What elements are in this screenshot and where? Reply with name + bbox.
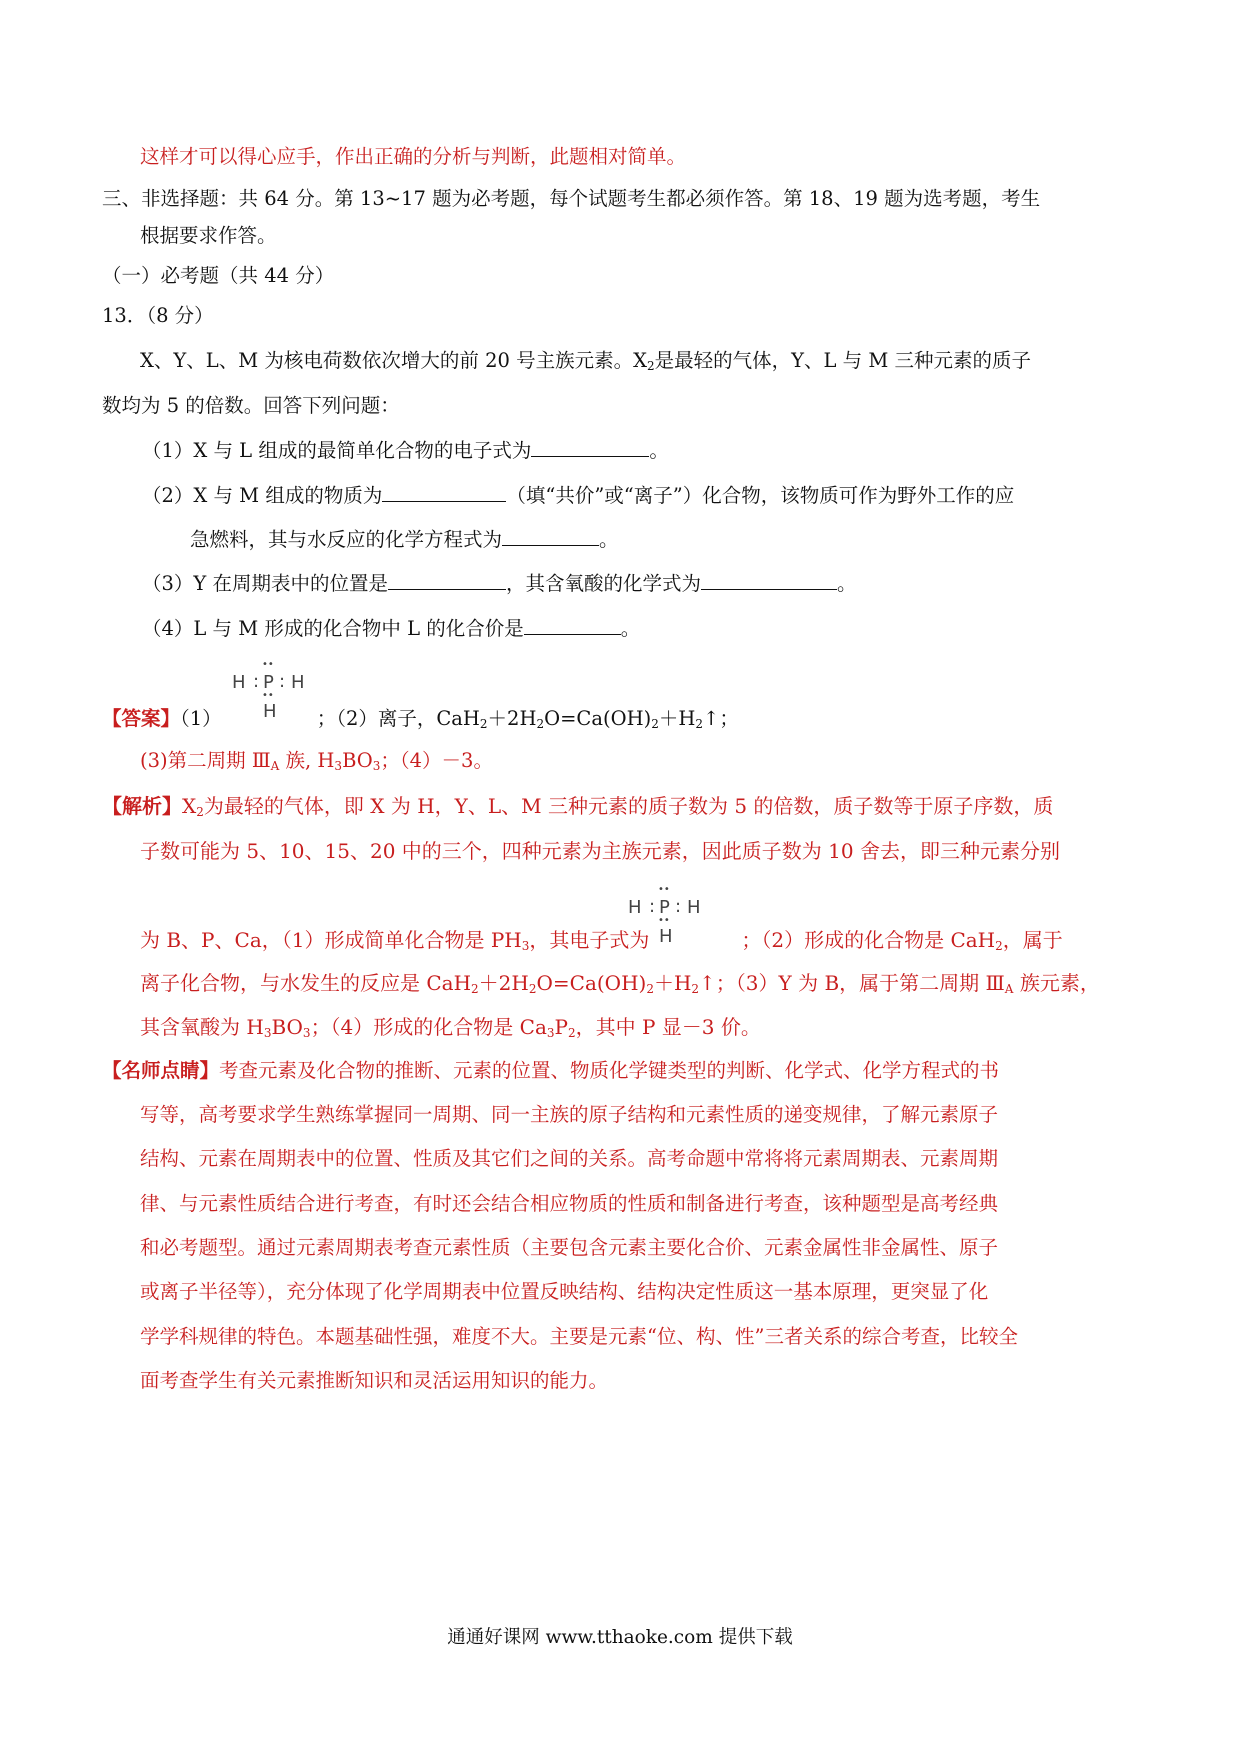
analysis-label: 【解析】 bbox=[102, 794, 182, 818]
q3-end: 。 bbox=[837, 572, 857, 595]
teacher-line-8: 面考查学生有关元素推断知识和灵活运用知识的能力。 bbox=[140, 1369, 609, 1392]
q1-end: 。 bbox=[649, 439, 669, 462]
teacher-line-1: 【名师点睛】考查元素及化合物的推断、元素的位置、物质化学键类型的判断、化学式、化学方程式的书 bbox=[102, 1059, 1000, 1082]
sub-question-1 bbox=[142, 436, 669, 465]
answer-line-1 bbox=[102, 705, 739, 733]
stem-text: 是最轻的气体，Y、L 与 M 三种元素的质子 bbox=[654, 349, 1031, 372]
teacher-line-3: 结构、元素在周期表中的位置、性质及其它们之间的关系。高考命题中常将将元素周期表、元素周期 bbox=[140, 1147, 999, 1170]
analysis-line-5: 其含氧酸为 $H_3BO_3$；（4）形成的化合物是 $Ca_3P_2$，其中 P 显－3 价。 bbox=[140, 1015, 761, 1040]
formula-lone-pair: •• bbox=[658, 884, 670, 895]
formula-bond-pair: •• bbox=[658, 915, 670, 926]
formula-lone-pair: •• bbox=[262, 659, 274, 670]
teacher-line-6: 或离子半径等），充分体现了化学周期表中位置反映结构、结构决定性质这一基本原理，更突显了化 bbox=[140, 1280, 989, 1303]
sub-question-3 bbox=[142, 569, 857, 598]
formula-colon: : bbox=[675, 896, 682, 917]
sub-question-2-cont bbox=[190, 525, 619, 554]
analysis-line-1: 【解析】$X_2$为最轻的气体，即 X 为 H，Y、L、M 三种元素的质子数为 5 的倍数，质子数等于原子序数，质 bbox=[102, 794, 1054, 819]
formula-p: P bbox=[263, 672, 274, 693]
q2b-text: 急燃料，其与水反应的化学方程式为 bbox=[190, 528, 503, 551]
q2-text: （2）X 与 M 组成的物质为 bbox=[142, 484, 383, 507]
formula-h-left: H bbox=[628, 897, 642, 918]
formula-p: P bbox=[659, 897, 670, 918]
teacher-line-2: 写等，高考要求学生熟练掌握同一周期、同一主族的原子结构和元素性质的递变规律，了解元素原子 bbox=[140, 1103, 999, 1126]
question-stem-cont: 数均为 5 的倍数。回答下列问题： bbox=[102, 394, 400, 417]
analysis-line-4: 离子化合物，与水发生的反应是 $CaH_2+2H_2O=Ca(OH)_2+H_2↑$；（3）Y 为 B，属于第二周期 $Ⅲ_A$ 族元素， bbox=[140, 971, 1100, 996]
section-heading: 三、非选择题：共 64 分。第 13~17 题为必考题，每个试题考生都必须作答。第 18、19 题为选考题，考生 bbox=[102, 187, 1041, 210]
answer-blank[interactable] bbox=[531, 436, 649, 457]
intro-line: 这样才可以得心应手，作出正确的分析与判断，此题相对简单。 bbox=[140, 145, 687, 168]
analysis-line-2: 子数可能为 5、10、15、20 中的三个，四种元素为主族元素，因此质子数为 10 舍去，即三种元素分别 bbox=[140, 839, 1060, 863]
stem-text: X、Y、L、M 为核电荷数依次增大的前 20 号主族元素。X bbox=[140, 349, 647, 372]
section-subtitle: （一）必考题（共 44 分） bbox=[102, 264, 335, 287]
answer-part-2: ；（2）离子，$CaH_2+2H_2O=Ca(OH)_2+H_2↑$； bbox=[316, 707, 739, 731]
answer-blank[interactable] bbox=[701, 569, 837, 590]
answer-label: 【答案】 bbox=[102, 707, 181, 730]
sub-question-4 bbox=[142, 614, 640, 643]
answer-blank[interactable] bbox=[388, 569, 506, 590]
formula-h-left: H bbox=[232, 672, 246, 693]
q3-text-b: ，其含氧酸的化学式为 bbox=[505, 572, 701, 595]
q4-text: （4）L 与 M 形成的化合物中 L 的化合价是 bbox=[142, 617, 524, 640]
answer-part-1: （1） bbox=[180, 707, 222, 730]
sub-question-2 bbox=[142, 481, 1014, 510]
teacher-label: 【名师点睛】 bbox=[102, 1059, 220, 1082]
answer-blank[interactable] bbox=[382, 481, 506, 502]
analysis-line-3: 为 B、P、Ca，（1）形成简单化合物是 $PH_3$，其电子式为 ；（2）形成的化合物是 CaH$_2$，属于 bbox=[140, 928, 1063, 953]
page-footer: 通通好课网 www.tthaoke.com 提供下载 bbox=[447, 1627, 793, 1648]
answer-blank[interactable] bbox=[502, 525, 599, 546]
stem-subscript: 2 bbox=[646, 359, 655, 373]
teacher-line-5: 和必考题型。通过元素周期表考查元素性质（主要包含元素主要化合价、元素金属性非金属性、原子 bbox=[140, 1236, 999, 1259]
teacher-line-4: 律、与元素性质结合进行考查，有时还会结合相应物质的性质和制备进行考查，该种题型是高考经典 bbox=[140, 1192, 999, 1215]
formula-colon: : bbox=[253, 671, 260, 692]
section-heading-cont: 根据要求作答。 bbox=[140, 224, 277, 247]
q2-text-b: （填“共价”或“离子”）化合物，该物质可作为野外工作的应 bbox=[506, 484, 1015, 507]
answer-line-2: (3)第二周期 $Ⅲ_A$ 族, $H_3BO_3$；（4）－3。 bbox=[140, 749, 493, 773]
formula-h-right: H bbox=[687, 897, 701, 918]
q3-text: （3）Y 在周期表中的位置是 bbox=[142, 572, 388, 595]
answer-blank[interactable] bbox=[524, 614, 621, 635]
question-number: 13．（8 分） bbox=[102, 304, 214, 327]
formula-h-bottom: H bbox=[263, 701, 277, 722]
formula-colon: : bbox=[649, 896, 656, 917]
q1-text: （1）X 与 L 组成的最简单化合物的电子式为 bbox=[142, 439, 532, 462]
teacher-line-7: 学学科规律的特色。本题基础性强，难度不大。主要是元素“位、构、性”三者关系的综合考查，比较全 bbox=[140, 1325, 1018, 1348]
formula-bond-pair: •• bbox=[262, 690, 274, 701]
question-stem bbox=[140, 347, 1031, 375]
formula-h-bottom: H bbox=[659, 926, 673, 947]
formula-colon: : bbox=[279, 671, 286, 692]
q2b-end: 。 bbox=[599, 528, 619, 551]
formula-h-right: H bbox=[291, 672, 305, 693]
q4-end: 。 bbox=[620, 617, 641, 640]
